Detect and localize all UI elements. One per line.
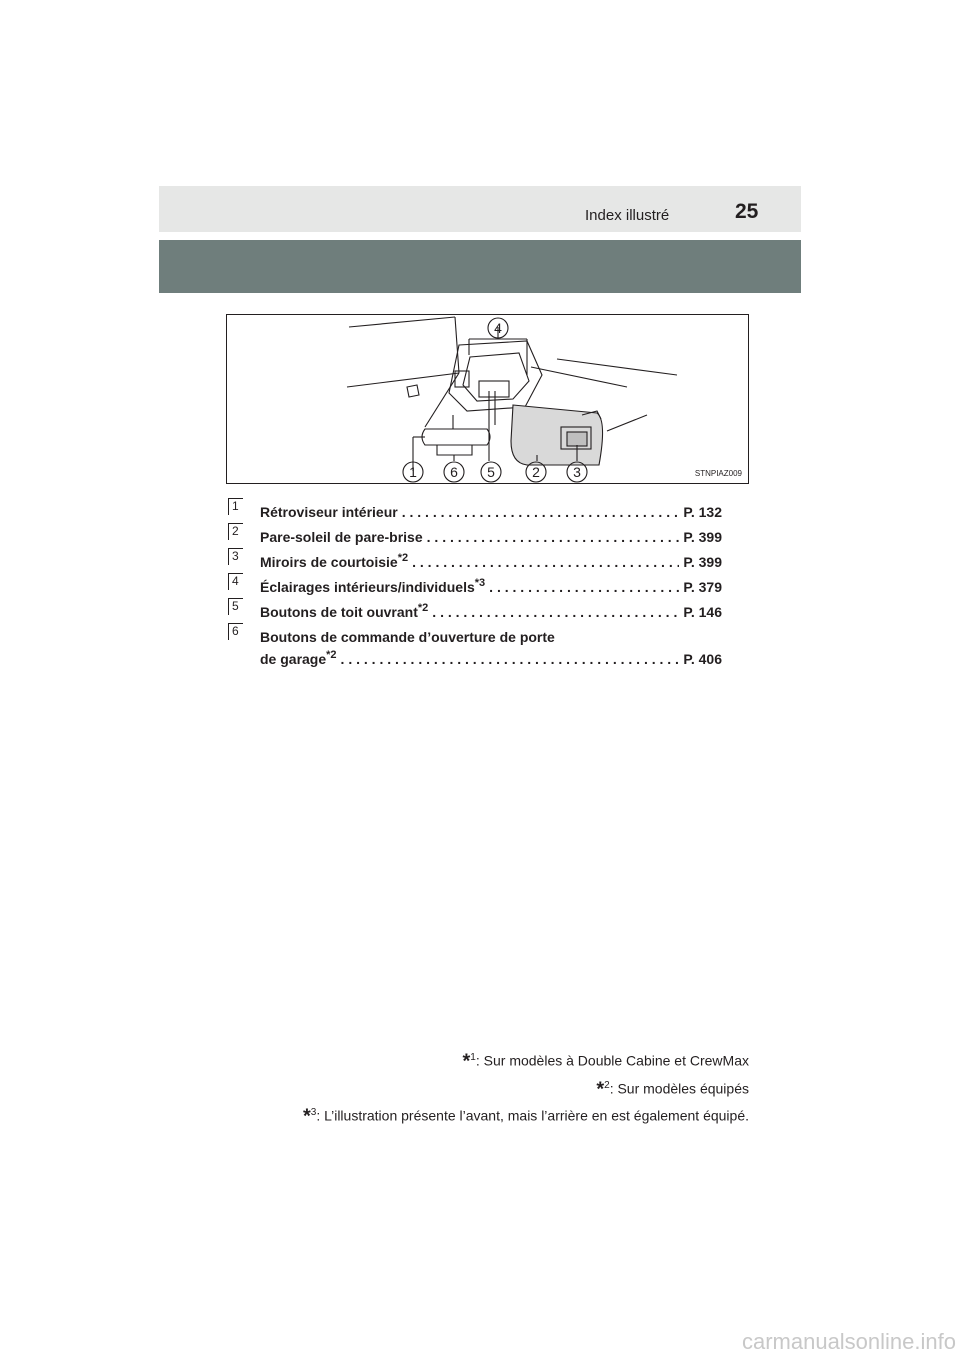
- footnote-text: : L’illustration présente l’avant, mais l’arrière en est également équipé.: [316, 1107, 749, 1124]
- item-label: Rétroviseur intérieur: [260, 504, 398, 520]
- footnote: [303, 1046, 749, 1074]
- item-number: 1: [228, 498, 243, 515]
- callout-5: 5: [487, 464, 495, 480]
- footnote-text: : Sur modèles équipés: [609, 1080, 749, 1097]
- item-label-group: [260, 579, 485, 595]
- footnote: [303, 1074, 749, 1102]
- item-label-group: [260, 651, 337, 667]
- footnote: [303, 1101, 749, 1129]
- footnote-number: 3: [310, 1107, 317, 1119]
- item-label: Pare-soleil de pare-brise: [260, 529, 423, 545]
- callout-4: 4: [494, 320, 502, 336]
- callout-3: 3: [573, 464, 581, 480]
- callout-1: 1: [409, 464, 417, 480]
- item-label: Éclairages intérieurs/individuels: [260, 579, 475, 595]
- footnote-text: : Sur modèles à Double Cabine et CrewMax: [475, 1052, 749, 1069]
- item-number: 6: [228, 623, 243, 640]
- page-ref-link[interactable]: P. 399: [683, 529, 722, 545]
- leader-dots: [341, 651, 680, 667]
- leader-dots: [412, 554, 679, 570]
- page-ref-link[interactable]: P. 379: [683, 579, 722, 595]
- callout-6: 6: [450, 464, 458, 480]
- item-number: 5: [228, 598, 243, 615]
- page-ref-link[interactable]: P. 146: [683, 604, 722, 620]
- footnotes: [303, 1046, 749, 1129]
- footnote-number: 1: [470, 1052, 476, 1063]
- leader-dots: [489, 579, 679, 595]
- item-number: 3: [228, 548, 243, 565]
- item-footnote-ref: *2: [326, 649, 337, 661]
- item-label: Boutons de toit ouvrant: [260, 604, 418, 620]
- item-footnote-ref: *2: [397, 552, 409, 564]
- page-ref-link[interactable]: P. 132: [683, 504, 722, 520]
- item-label-group: [260, 554, 408, 570]
- figure-code: STNPIAZ009: [694, 469, 742, 478]
- overhead-console-drawing: [227, 315, 748, 483]
- item-number: 2: [228, 523, 243, 540]
- footnote-number: 2: [604, 1079, 610, 1091]
- item-label: Miroirs de courtoisie: [260, 554, 398, 570]
- item-label: de garage: [260, 651, 327, 667]
- item-label-line1: Boutons de commande d’ouverture de porte: [260, 629, 555, 645]
- item-footnote-ref: *3: [474, 577, 486, 589]
- page-ref-link[interactable]: P. 406: [683, 651, 722, 667]
- item-footnote-ref: *2: [417, 602, 429, 614]
- page-number: 25: [735, 200, 759, 223]
- footnote-star: *: [462, 1050, 471, 1073]
- header-band: [159, 186, 801, 232]
- footnote-star: *: [302, 1105, 311, 1128]
- item-label-group: [260, 604, 428, 620]
- leader-dots: [432, 604, 679, 620]
- section-band: [159, 240, 801, 293]
- leader-dots: [427, 529, 680, 545]
- footnote-star: *: [596, 1078, 605, 1101]
- callout-2: 2: [532, 464, 540, 480]
- leader-dots: [402, 504, 680, 520]
- section-title: Index illustré: [585, 207, 670, 224]
- item-number: 4: [228, 573, 243, 590]
- interior-illustration: [226, 314, 749, 484]
- page-ref-link[interactable]: P. 399: [683, 554, 722, 570]
- watermark: carmanualsonline.info: [741, 1329, 956, 1354]
